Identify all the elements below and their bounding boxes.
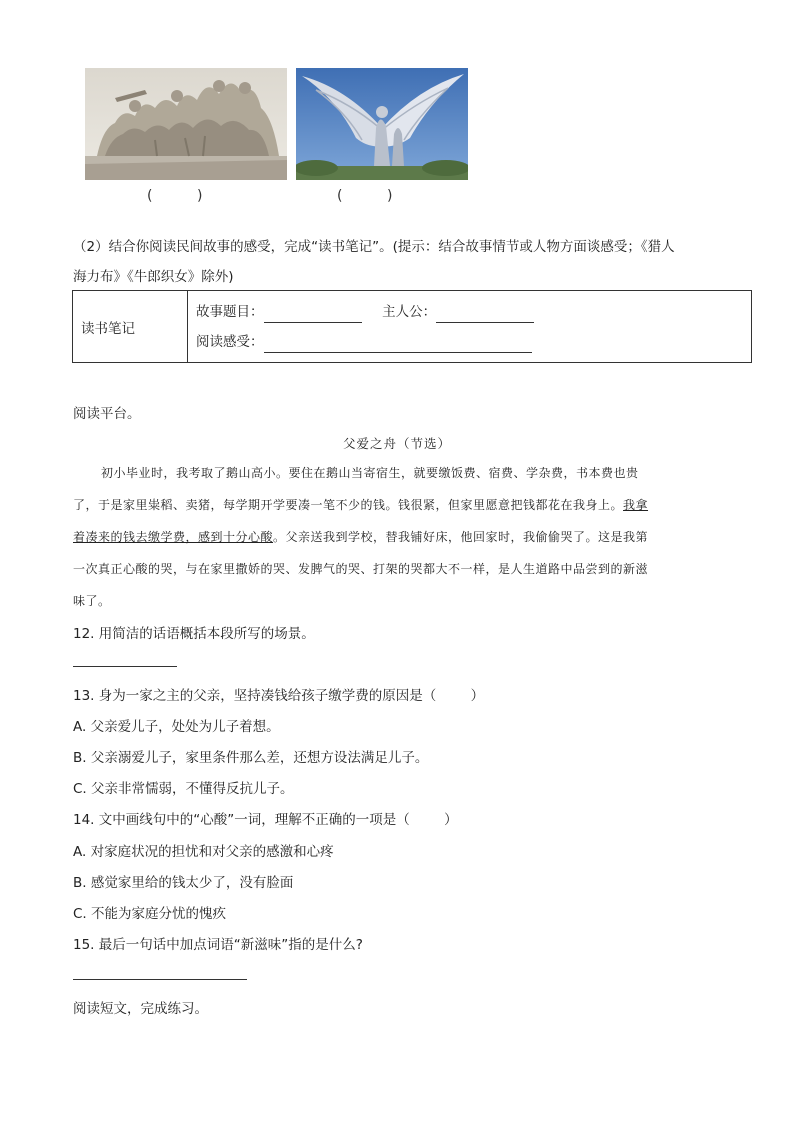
passage-line-1: 初小毕业时，我考取了鹅山高小。要住在鹅山当寄宿生，就要缴饭费、宿费、学杂费，书本费也贵 xyxy=(101,466,639,480)
passage-line-5: 味了。 xyxy=(73,594,111,608)
answer-line-12[interactable] xyxy=(73,666,177,667)
passage-line-3 xyxy=(73,528,723,545)
question-13-option-c[interactable]: C. 父亲非常懦弱，不懂得反抗儿子。 xyxy=(73,781,294,797)
image-caption-right: ( ) xyxy=(337,188,393,204)
underlined-sentence-start: 我拿 xyxy=(623,498,649,512)
protagonist-blank[interactable] xyxy=(436,308,534,323)
feeling-blank[interactable] xyxy=(264,338,532,353)
reading-platform: 阅读平台。 xyxy=(73,406,141,422)
protagonist-label: 主人公： xyxy=(382,303,437,320)
question-14-option-b[interactable]: B. 感觉家里给的钱太少了，没有脸面 xyxy=(73,875,294,891)
sculpture-right-svg xyxy=(296,68,468,180)
question-2-line-2: 海力布》《牛郎织女》除外) xyxy=(73,269,234,285)
question-2-line-1: （2）结合你阅读民间故事的感受，完成“读书笔记”。(提示：结合故事情节或人物方面谈感受；《猎人 xyxy=(73,239,675,255)
question-13-option-b[interactable]: B. 父亲溺爱儿子，家里条件那么差，还想方设法满足儿子。 xyxy=(73,750,429,766)
passage-title: 父爱之舟（节选） xyxy=(342,436,451,451)
reading-notes-fields xyxy=(188,291,752,363)
image-caption-left: ( ) xyxy=(147,188,203,204)
sculpture-photo-left xyxy=(85,68,287,180)
feeling-label: 阅读感受： xyxy=(196,333,264,350)
question-14-option-c[interactable]: C. 不能为家庭分忧的愧疚 xyxy=(73,906,227,922)
passage-line-3-text: 。父亲送我到学校，替我铺好床，他回家时，我偷偷哭了。这是我第 xyxy=(273,530,649,544)
question-14-option-a[interactable]: A. 对家庭状况的担忧和对父亲的感激和心疼 xyxy=(73,844,334,860)
passage-line-4: 一次真正心酸的哭，与在家里撒娇的哭、发脾气的哭、打架的哭都大不一样，是人生道路中品尝到的新滋 xyxy=(73,562,649,576)
story-title-label: 故事题目： xyxy=(196,303,264,320)
reading-notes-label: 读书笔记 xyxy=(73,291,188,363)
passage-line-2-text: 了，于是家里粜稻、卖猪，每学期开学要凑一笔不少的钱。钱很紧，但家里愿意把钱都花在我身上。 xyxy=(73,498,624,512)
question-13-option-a[interactable]: A. 父亲爱儿子，处处为儿子着想。 xyxy=(73,719,280,735)
passage-line-2 xyxy=(73,496,723,513)
sculpture-left-svg xyxy=(85,68,287,180)
reading-notes-row-2 xyxy=(196,331,743,353)
question-15: 15. 最后一句话中加点词语“新滋味”指的是什么? xyxy=(73,937,363,953)
sculpture-photo-right xyxy=(296,68,468,180)
reading-notes-table xyxy=(72,290,752,363)
short-text-instruction: 阅读短文，完成练习。 xyxy=(73,1001,208,1017)
question-13-stem: 13. 身为一家之主的父亲，坚持凑钱给孩子缴学费的原因是（ ） xyxy=(73,688,485,704)
question-12: 12. 用简洁的话语概括本段所写的场景。 xyxy=(73,626,315,642)
story-title-blank[interactable] xyxy=(264,308,362,323)
question-14-stem: 14. 文中画线句中的“心酸”一词，理解不正确的一项是（ ） xyxy=(73,812,458,828)
answer-line-15[interactable] xyxy=(73,979,247,980)
underlined-sentence-end: 着凑来的钱去缴学费，感到十分心酸 xyxy=(73,530,274,544)
reading-notes-row-1 xyxy=(196,301,743,323)
